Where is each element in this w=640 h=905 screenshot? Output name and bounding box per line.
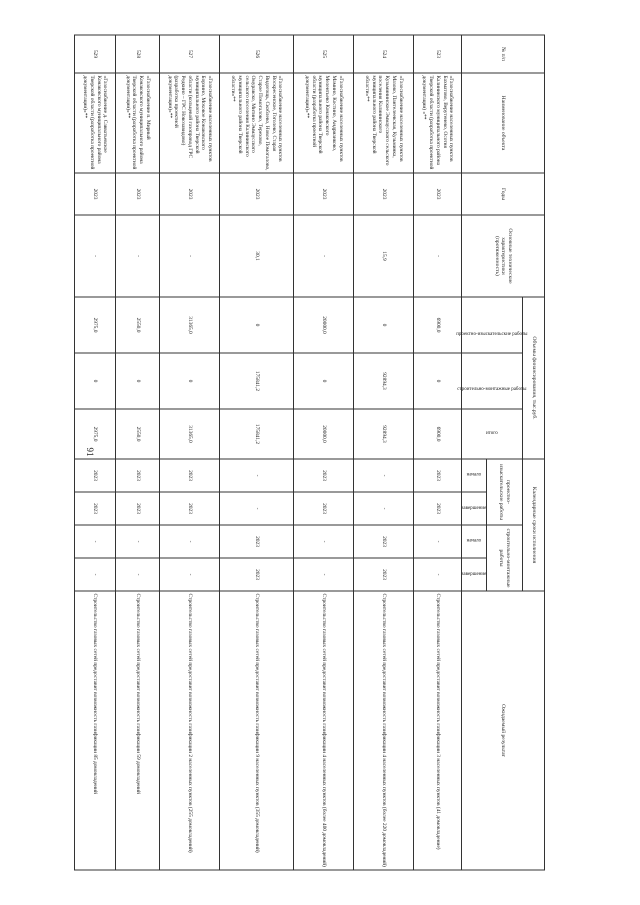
header-funding: Объемы финансирования, тыс.руб.	[523, 297, 545, 459]
cell-pir: 2975,0	[75, 297, 116, 353]
cell-pir: 6900,0	[414, 297, 462, 353]
cell-smr-end: -	[414, 558, 462, 591]
cell-smr-start: -	[75, 525, 116, 558]
header-years: Годы	[462, 173, 545, 215]
table-body	[75, 35, 462, 870]
cell-name: «Газоснабжение населенных пунктов Воскресенское, Гоголево, Старая Видогощь, Скоблево, Новое Помогалово, Старое Помогалово, Терехово, Омуравско, Митино Эммаусского сельского поселения Калининского муниципального района Тверской области»**	[220, 73, 294, 173]
cell-num: 526	[220, 35, 294, 73]
cell-smr: 175841,2	[220, 353, 294, 409]
cell-pir: 0	[354, 297, 414, 353]
cell-pir: 0	[220, 297, 294, 353]
table-row	[294, 35, 354, 870]
header-funding-construction-text: строительно-монтажные работы	[456, 386, 527, 392]
header-construction-end	[462, 558, 487, 591]
cell-pir-start: 2023	[116, 459, 160, 492]
cell-smr-start: -	[414, 525, 462, 558]
cell-name: «Газоснабжение населенных пунктов Мазово, Пантелеевская, Кузьминка, Кузьмининское Эммаусского сельского поселения Калининского муниципального района Тверской области»**	[354, 73, 414, 173]
cell-result: Строительство газовых сетей предоставит возможность газификации 85 домовладений	[75, 591, 116, 870]
table-row	[220, 35, 294, 870]
cell-tech: -	[116, 215, 160, 297]
header-name: Наименование объекта	[462, 73, 545, 173]
cell-years: 2023	[220, 173, 294, 215]
cell-years: 2023	[294, 173, 354, 215]
cell-pir-end: 2023	[116, 492, 160, 525]
cell-years: 2023	[160, 173, 220, 215]
header-funding-design	[455, 297, 528, 353]
cell-result: Строительство газовых сетей предоставит возможность газификации 2 населенных пунктов (255 домовладений)	[160, 591, 220, 870]
cell-pir-start: 2023	[294, 459, 354, 492]
cell-tech: 30,1	[220, 215, 294, 297]
cell-num: 528	[116, 35, 160, 73]
cell-tech: -	[160, 215, 220, 297]
cell-name: «Газоснабжение населенных пунктов Бахматово, Верутенево, Осотня Калининского муниципального района Тверской области (разработка проектной документации) »**	[414, 73, 462, 173]
table-row	[354, 35, 414, 870]
header-funding-total-text: итого	[485, 430, 498, 436]
cell-total: 31365,0	[160, 409, 220, 459]
header-num: № п/п	[462, 35, 545, 73]
cell-smr-end: -	[294, 558, 354, 591]
cell-name: «Газоснабжение п. Мирный Конаковского муниципального района Тверской области (разработка проектной документации)»**	[116, 73, 160, 173]
cell-name: «Газоснабжение д. Савватьевское Конаковского муниципального района Тверской области (разработка проектной документации)»**	[75, 73, 116, 173]
cell-smr: 92894,3	[354, 353, 414, 409]
cell-years: 2023	[75, 173, 116, 215]
cell-num: 529	[75, 35, 116, 73]
cell-smr: 0	[160, 353, 220, 409]
cell-num: 523	[414, 35, 462, 73]
cell-smr: 0	[116, 353, 160, 409]
cell-years: 2023	[116, 173, 160, 215]
header-funding-total	[462, 409, 523, 459]
cell-smr-start: 2023	[220, 525, 294, 558]
cell-pir: 20000,0	[294, 297, 354, 353]
cell-pir-end: 2023	[75, 492, 116, 525]
header-construction-start	[462, 525, 487, 558]
cell-total: 175841,2	[220, 409, 294, 459]
cell-smr: 0	[414, 353, 462, 409]
cell-pir-start: 2023	[414, 459, 462, 492]
page-number-text: 91	[85, 447, 95, 457]
cell-pir-start: 2023	[160, 459, 220, 492]
cell-name: «Газоснабжение населенных пунктов Борзино, Моховое Конаковского муниципального района Тверской области (кольцевой газопровод ГРС Редкино – ГРС Новозавидово) (разработка проектной документации)»**	[160, 73, 220, 173]
cell-tech: -	[294, 215, 354, 297]
table-row	[116, 35, 160, 870]
header-funding-design-text: проектно-изыскательские работы	[455, 331, 528, 337]
cell-smr-end: 2023	[220, 558, 294, 591]
header-design-start-text: начало	[466, 472, 481, 478]
cell-result: Строительство газовых сетей предоставит возможность газификации 3 населенных пунктов (41 домовладение)	[414, 591, 462, 870]
header-construction-end-text: завершение	[461, 571, 486, 577]
cell-smr-end: -	[160, 558, 220, 591]
cell-smr-start: 2023	[354, 525, 414, 558]
cell-pir-end: -	[220, 492, 294, 525]
cell-smr-start: -	[294, 525, 354, 558]
cell-pir-end: -	[354, 492, 414, 525]
cell-total: 2550,0	[116, 409, 160, 459]
cell-smr-end: -	[75, 558, 116, 591]
cell-total: 20000,0	[294, 409, 354, 459]
header-design-end-text: завершение	[461, 505, 486, 511]
cell-years: 2023	[354, 173, 414, 215]
table-row	[75, 35, 116, 870]
cell-tech: -	[75, 215, 116, 297]
cell-pir-end: 2023	[414, 492, 462, 525]
table-row	[160, 35, 220, 870]
cell-tech: -	[414, 215, 462, 297]
cell-pir-start: -	[354, 459, 414, 492]
cell-smr-end: -	[116, 558, 160, 591]
cell-pir-start: 2023	[75, 459, 116, 492]
header-construction-start-text: начало	[466, 538, 481, 544]
cell-smr: 0	[75, 353, 116, 409]
header-design-start	[462, 459, 487, 492]
cell-pir-end: 2023	[294, 492, 354, 525]
cell-result: Строительство газовых сетей предоставит возможность газификации 9 населенных пунктов (355 домовладений)	[220, 591, 294, 870]
header-schedule-construction: строительно-монтажные работы	[487, 525, 523, 591]
cell-num: 524	[354, 35, 414, 73]
cell-pir-end: 2023	[160, 492, 220, 525]
cell-smr-start: -	[116, 525, 160, 558]
cell-total: 6900,0	[414, 409, 462, 459]
header-result: Ожидаемый результат	[462, 591, 545, 870]
cell-num: 525	[294, 35, 354, 73]
cell-tech: 15,9	[354, 215, 414, 297]
cell-name: «Газоснабжение населенных пунктов Мамино, Костино, Андрианково, Мелентьево Конаковского муниципального района Тверской области (разработка проектной документации)»**	[294, 73, 354, 173]
cell-smr-end: 2023	[354, 558, 414, 591]
cell-smr-start: -	[160, 525, 220, 558]
cell-total: 2975,0	[75, 409, 116, 459]
cell-pir: 2550,0	[116, 297, 160, 353]
cell-smr: 0	[294, 353, 354, 409]
cell-result: Строительство газовых сетей предоставит возможность газификации 59 домовладений	[116, 591, 160, 870]
cell-result: Строительство газовых сетей предоставит возможность газификации 4 населенных пунктов (более 400 домовладений)	[294, 591, 354, 870]
header-design-end	[462, 492, 487, 525]
header-schedule: Календарные сроки исполнения	[523, 459, 545, 591]
cell-num: 527	[160, 35, 220, 73]
cell-result: Строительство газовых сетей предоставит возможность газификации 4 населенных пунктов (более 220 домовладений)	[354, 591, 414, 870]
cell-years: 2023	[414, 173, 462, 215]
projects-table	[74, 35, 545, 871]
header-tech: Основные технические характеристики (протяженность)	[462, 215, 545, 297]
cell-pir-start: -	[220, 459, 294, 492]
cell-total: 92894,3	[354, 409, 414, 459]
header-schedule-design: проектно-изыскательские работы	[487, 459, 523, 525]
cell-pir: 31365,0	[160, 297, 220, 353]
header-funding-construction	[456, 353, 527, 409]
table-row	[414, 35, 462, 870]
